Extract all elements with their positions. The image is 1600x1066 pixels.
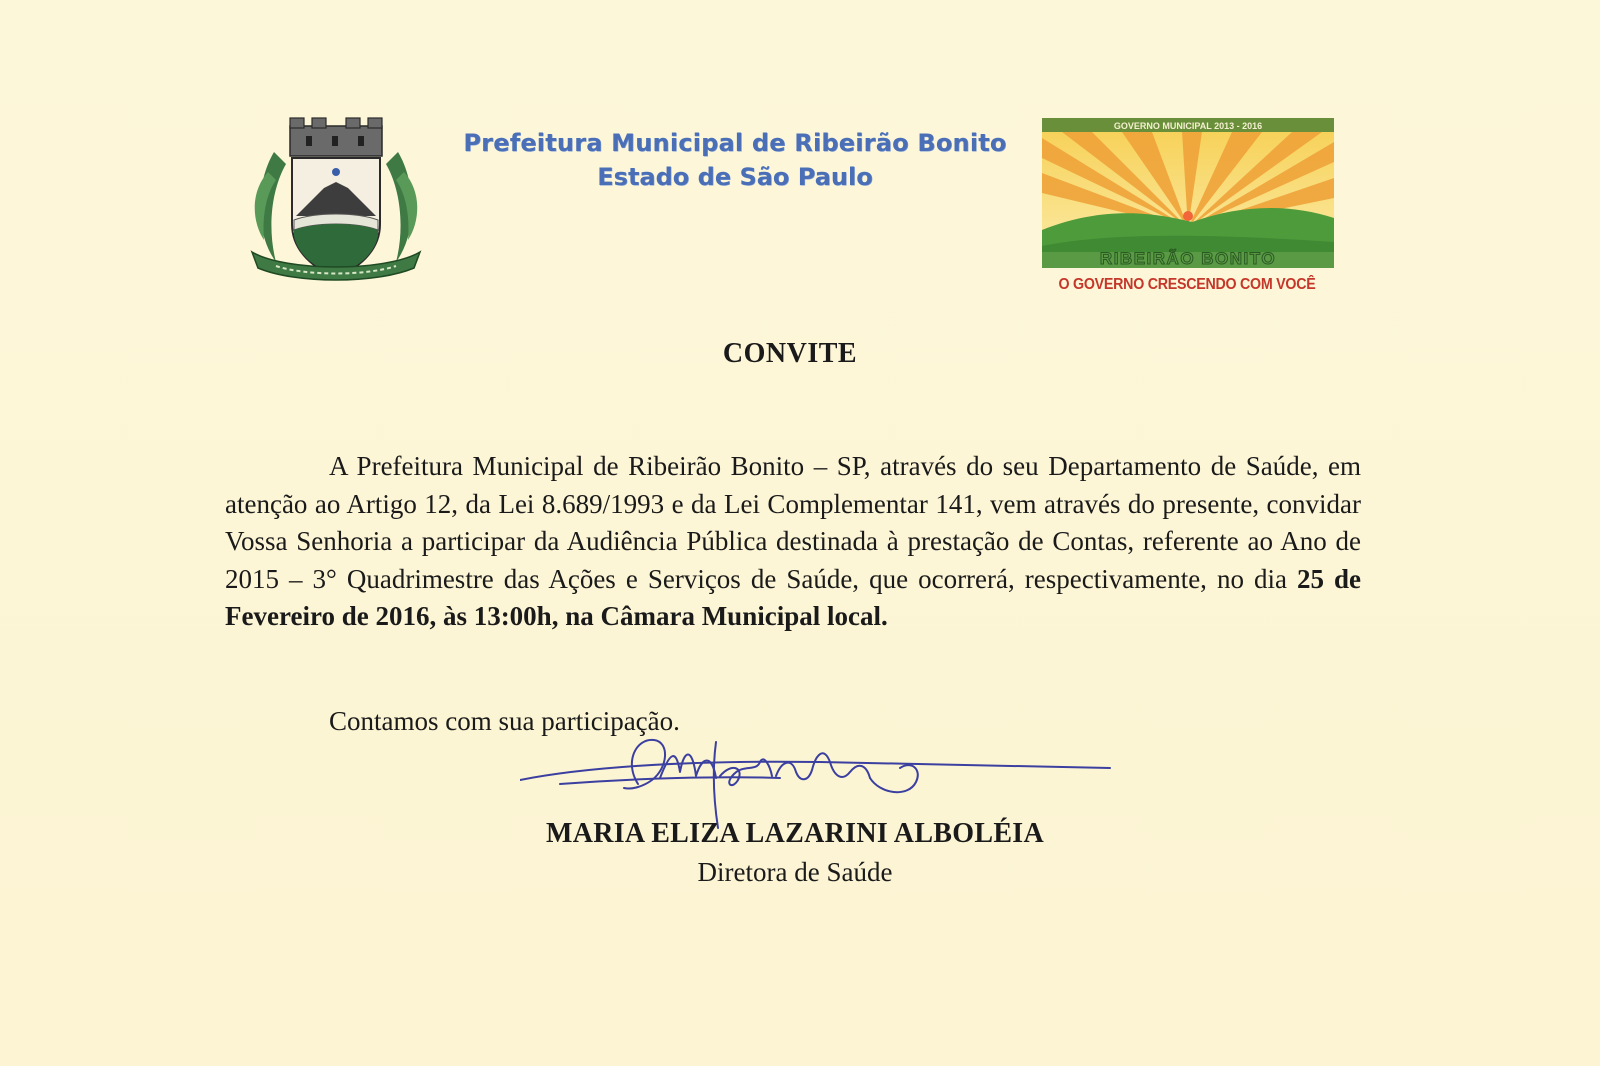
header-line-prefeitura: Prefeitura Municipal de Ribeirão Bonito	[463, 129, 1007, 157]
gov-logo-name: RIBEIRÃO BONITO	[1099, 249, 1277, 268]
signer-role: Diretora de Saúde	[697, 857, 893, 887]
invitation-body	[225, 448, 1361, 636]
gov-municipal-logo-icon	[1042, 118, 1334, 294]
signer-name: MARIA ELIZA LAZARINI ALBOLÉIA	[545, 818, 1045, 849]
gov-logo-tagline: O GOVERNO CRESCENDO COM VOCÊ	[1058, 276, 1316, 293]
body-text: A Prefeitura Municipal de Ribeirão Bonito – SP, através do seu Departamento de Saúde, em atenção ao Artigo 12, da Lei 8.689/1993 e da Lei Complementar 141, vem através do presente, convidar Vossa Senhoria a participar da Audiência Pública destinada à prestação de Contas, referente ao Ano de 2015 – 3° Quadrimestre das Ações e Serviços de Saúde, que ocorrerá, respectivamente, no dia	[225, 451, 1361, 594]
body-text-highlight: 25 de Fevereiro de 2016, às 13:00h, na Câmara Municipal local.	[225, 563, 1361, 631]
municipal-crest-icon	[246, 112, 426, 292]
header-title	[430, 126, 1040, 194]
document-title: CONVITE	[722, 338, 858, 369]
closing-line: Contamos com sua participação.	[329, 706, 680, 736]
gov-logo-top-band: GOVERNO MUNICIPAL 2013 - 2016	[1113, 121, 1263, 131]
header-line-estado: Estado de São Paulo	[597, 163, 873, 192]
